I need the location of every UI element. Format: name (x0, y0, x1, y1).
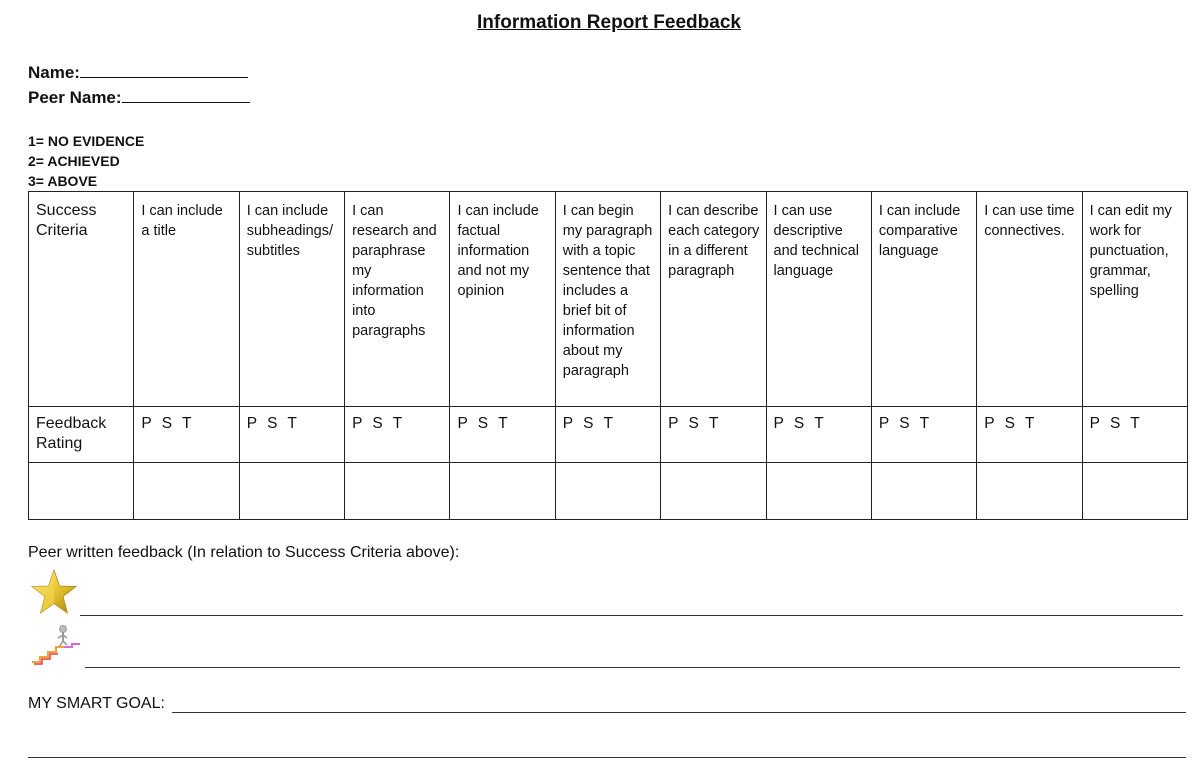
stairs-climber-icon (30, 624, 82, 666)
criterion-cell: I can begin my paragraph with a topic sentence that includes a brief bit of information about my paragraph (555, 192, 660, 407)
smart-goal-line[interactable] (172, 712, 1186, 713)
rating-s[interactable]: S (793, 415, 805, 432)
criterion-cell: I can include comparative language (871, 192, 976, 407)
rating-t[interactable]: T (708, 415, 719, 432)
criteria-row (29, 192, 1188, 407)
rating-s[interactable]: S (161, 415, 173, 432)
rating-p[interactable]: P (246, 415, 258, 432)
rating-cell[interactable] (134, 407, 239, 463)
rating-t[interactable]: T (392, 415, 403, 432)
success-criteria-table (28, 191, 1188, 520)
rating-p[interactable]: P (984, 415, 995, 432)
rating-cell[interactable] (555, 407, 660, 463)
rating-s[interactable]: S (1004, 415, 1015, 432)
rating-cell[interactable] (345, 407, 450, 463)
rating-t[interactable]: T (603, 415, 613, 432)
blank-cell[interactable] (134, 463, 239, 520)
rating-s[interactable]: S (688, 415, 699, 432)
rating-s[interactable]: S (267, 415, 278, 432)
rating-t[interactable]: T (287, 415, 297, 432)
blank-cell[interactable] (555, 463, 660, 520)
blank-cell[interactable] (29, 463, 134, 520)
name-blank[interactable] (80, 63, 248, 78)
peer-name-blank[interactable] (122, 88, 250, 103)
rating-t[interactable]: T (1024, 415, 1035, 432)
criterion-cell: I can edit my work for punctuation, grammar, spelling (1082, 192, 1187, 407)
rating-cell[interactable] (977, 407, 1082, 463)
name-field (28, 63, 248, 83)
rating-p[interactable]: P (457, 415, 468, 432)
peer-feedback-label: Peer written feedback (In relation to Success Criteria above): (28, 544, 460, 561)
rating-p[interactable]: P (668, 415, 679, 432)
criterion-cell: I can use time connectives. (977, 192, 1082, 407)
rating-cell[interactable] (661, 407, 766, 463)
rating-p[interactable]: P (878, 415, 890, 432)
peer-name-field (28, 88, 250, 108)
blank-cell[interactable] (1082, 463, 1187, 520)
rating-s[interactable]: S (477, 415, 489, 432)
rating-t[interactable]: T (814, 415, 824, 432)
rating-t[interactable]: T (919, 415, 930, 432)
rating-cell[interactable] (871, 407, 976, 463)
rating-s[interactable]: S (372, 415, 383, 432)
criteria-header: Success Criteria (29, 192, 134, 407)
page-title: Information Report Feedback (477, 12, 741, 33)
blank-cell[interactable] (661, 463, 766, 520)
blank-row (29, 463, 1188, 520)
criterion-cell: I can use descriptive and technical language (766, 192, 871, 407)
criterion-cell: I can describe each category in a different paragraph (661, 192, 766, 407)
criterion-cell: I can include a title (134, 192, 239, 407)
criterion-cell: I can include subheadings/ subtitles (239, 192, 344, 407)
rating-s[interactable]: S (583, 415, 594, 432)
rating-s[interactable]: S (899, 415, 910, 432)
rating-cell[interactable] (450, 407, 555, 463)
blank-cell[interactable] (766, 463, 871, 520)
rating-cell[interactable] (239, 407, 344, 463)
rating-cell[interactable] (766, 407, 871, 463)
rating-t[interactable]: T (182, 415, 192, 432)
steps-feedback-line[interactable] (85, 667, 1180, 668)
star-feedback-line[interactable] (80, 615, 1183, 616)
blank-cell[interactable] (871, 463, 976, 520)
rating-t[interactable]: T (1130, 415, 1140, 432)
name-label: Name: (28, 63, 80, 82)
scale-no-evidence: 1= NO EVIDENCE (28, 133, 145, 149)
scale-achieved: 2= ACHIEVED (28, 153, 120, 169)
rating-p[interactable]: P (562, 415, 574, 432)
blank-cell[interactable] (450, 463, 555, 520)
scale-above: 3= ABOVE (28, 173, 98, 189)
rating-row (29, 407, 1188, 463)
peer-name-label: Peer Name: (28, 88, 122, 107)
blank-cell[interactable] (977, 463, 1082, 520)
rating-header: Feedback Rating (29, 407, 134, 463)
rating-p[interactable]: P (1089, 415, 1100, 432)
smart-goal-line-2[interactable] (28, 757, 1186, 758)
rating-s[interactable]: S (1109, 415, 1121, 432)
gold-star-icon (30, 568, 78, 616)
criterion-cell: I can research and paraphrase my information into paragraphs (345, 192, 450, 407)
rating-p[interactable]: P (773, 415, 784, 432)
smart-goal-label: MY SMART GOAL: (28, 695, 165, 712)
blank-cell[interactable] (345, 463, 450, 520)
rating-p[interactable]: P (141, 415, 152, 432)
rating-t[interactable]: T (498, 415, 508, 432)
blank-cell[interactable] (239, 463, 344, 520)
rating-cell[interactable] (1082, 407, 1187, 463)
rating-p[interactable]: P (352, 415, 363, 432)
criterion-cell: I can include factual information and not my opinion (450, 192, 555, 407)
